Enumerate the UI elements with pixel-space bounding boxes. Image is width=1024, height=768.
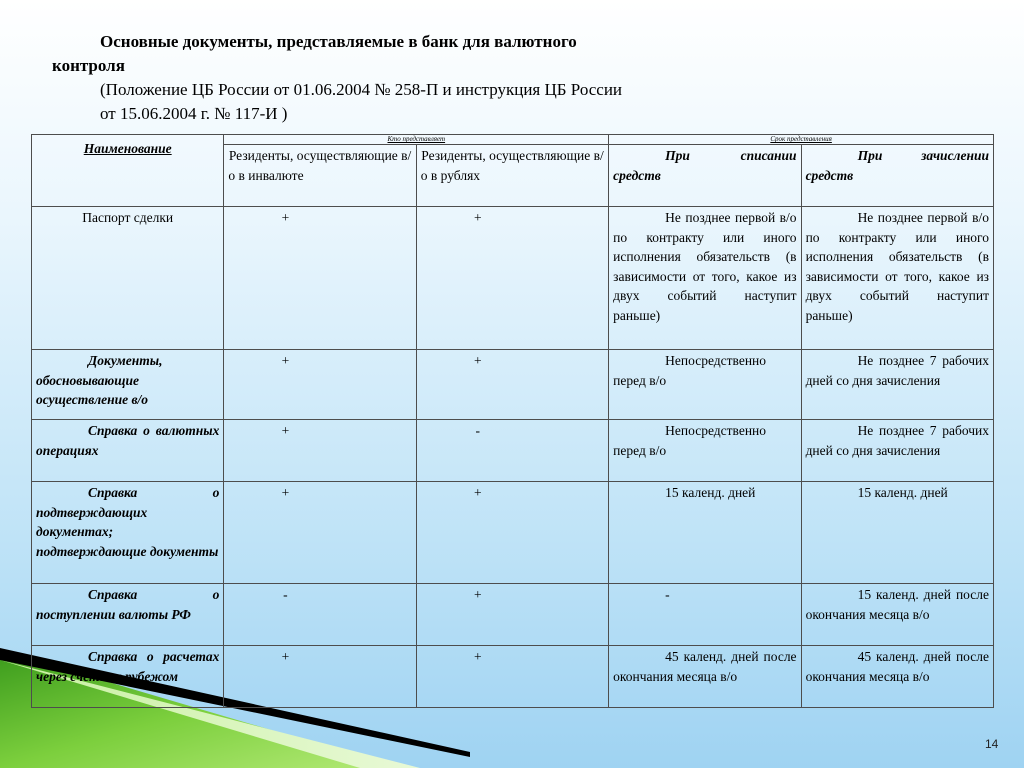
- row-rub-mark: +: [473, 210, 482, 225]
- row-rub-mark: +: [473, 353, 482, 368]
- row-credit: 15 календ. дней после окончания месяца в/о: [801, 584, 993, 646]
- row-write-off: 15 календ. дней: [609, 482, 801, 584]
- title-line-4: от 15.06.2004 г. № 117-И ): [100, 104, 288, 123]
- row-foreign-mark: +: [281, 423, 290, 438]
- header-deadline-group: Срок представления: [609, 135, 994, 145]
- row-rub: [416, 584, 608, 646]
- row-foreign: [224, 584, 416, 646]
- header-resident-rub: [416, 145, 608, 207]
- header-row-groups: [32, 135, 994, 145]
- row-foreign-mark: +: [281, 649, 290, 664]
- table-row: [32, 584, 994, 646]
- row-credit: Не позднее 7 рабочих дней со дня зачисления: [801, 420, 993, 482]
- table-row: [32, 420, 994, 482]
- row-foreign-mark: +: [281, 353, 290, 368]
- row-write-off: 45 календ. дней после окончания месяца в/о: [609, 646, 801, 708]
- row-foreign: [224, 350, 416, 420]
- row-rub: [416, 350, 608, 420]
- title-line-2: контроля: [52, 56, 125, 75]
- row-foreign: [224, 646, 416, 708]
- row-name: Справка о расчетах через счета за рубежом: [32, 646, 224, 708]
- row-rub: [416, 420, 608, 482]
- row-foreign: [224, 207, 416, 350]
- row-credit: 45 календ. дней после окончания месяца в/о: [801, 646, 993, 708]
- row-rub: [416, 646, 608, 708]
- table-row: [32, 482, 994, 584]
- row-rub-mark: +: [473, 485, 482, 500]
- row-write-off: Непосредственно перед в/о: [609, 420, 801, 482]
- slide-title: [52, 30, 752, 126]
- header-on-credit: При зачислении средств: [801, 145, 993, 207]
- table-row: [32, 646, 994, 708]
- row-foreign-mark: -: [283, 587, 288, 602]
- row-credit: 15 календ. дней: [801, 482, 993, 584]
- row-write-off: Не позднее первой в/о по контракту или иного исполнения обязательств (в зависимости от того, какое из двух событий наступит раньше): [609, 207, 801, 350]
- row-name: Справка о валютных операциях: [32, 420, 224, 482]
- row-foreign-mark: +: [281, 210, 290, 225]
- header-resident-rub-text: Резиденты, осуществляющие в/о в рублях: [420, 148, 604, 183]
- row-rub: [416, 207, 608, 350]
- row-foreign: [224, 420, 416, 482]
- header-name: Наименование: [32, 135, 224, 207]
- row-rub: [416, 482, 608, 584]
- row-name: Документы, обосновывающие осуществление в/о: [32, 350, 224, 420]
- row-credit: Не позднее 7 рабочих дней со дня зачисления: [801, 350, 993, 420]
- row-write-off: -: [609, 584, 801, 646]
- documents-table: [31, 134, 994, 708]
- row-foreign-mark: +: [281, 485, 290, 500]
- row-rub-mark: +: [473, 587, 482, 602]
- row-foreign: [224, 482, 416, 584]
- page-number: 14: [985, 737, 999, 751]
- row-rub-mark: -: [475, 423, 481, 438]
- title-line-3: (Положение ЦБ России от 01.06.2004 № 258-П и инструкция ЦБ России: [100, 80, 623, 99]
- row-name: Справка о поступлении валюты РФ: [32, 584, 224, 646]
- row-name: Справка о подтверждающих документах; подтверждающие документы: [32, 482, 224, 584]
- row-name: Паспорт сделки: [32, 207, 224, 350]
- header-resident-foreign: [224, 145, 416, 207]
- header-who-group: Кто представляет: [224, 135, 609, 145]
- row-credit: Не позднее первой в/о по контракту или иного исполнения обязательств (в зависимости от того, какое из двух событий наступит раньше): [801, 207, 993, 350]
- table-row: [32, 207, 994, 350]
- row-rub-mark: +: [473, 649, 482, 664]
- header-on-write-off: При списании средств: [609, 145, 801, 207]
- table-row: [32, 350, 994, 420]
- title-line-1: Основные документы, представляемые в банк для валютного: [100, 32, 577, 51]
- header-resident-foreign-text: Резиденты, осуществляющие в/о в инвалюте: [228, 148, 412, 183]
- row-write-off: Непосредственно перед в/о: [609, 350, 801, 420]
